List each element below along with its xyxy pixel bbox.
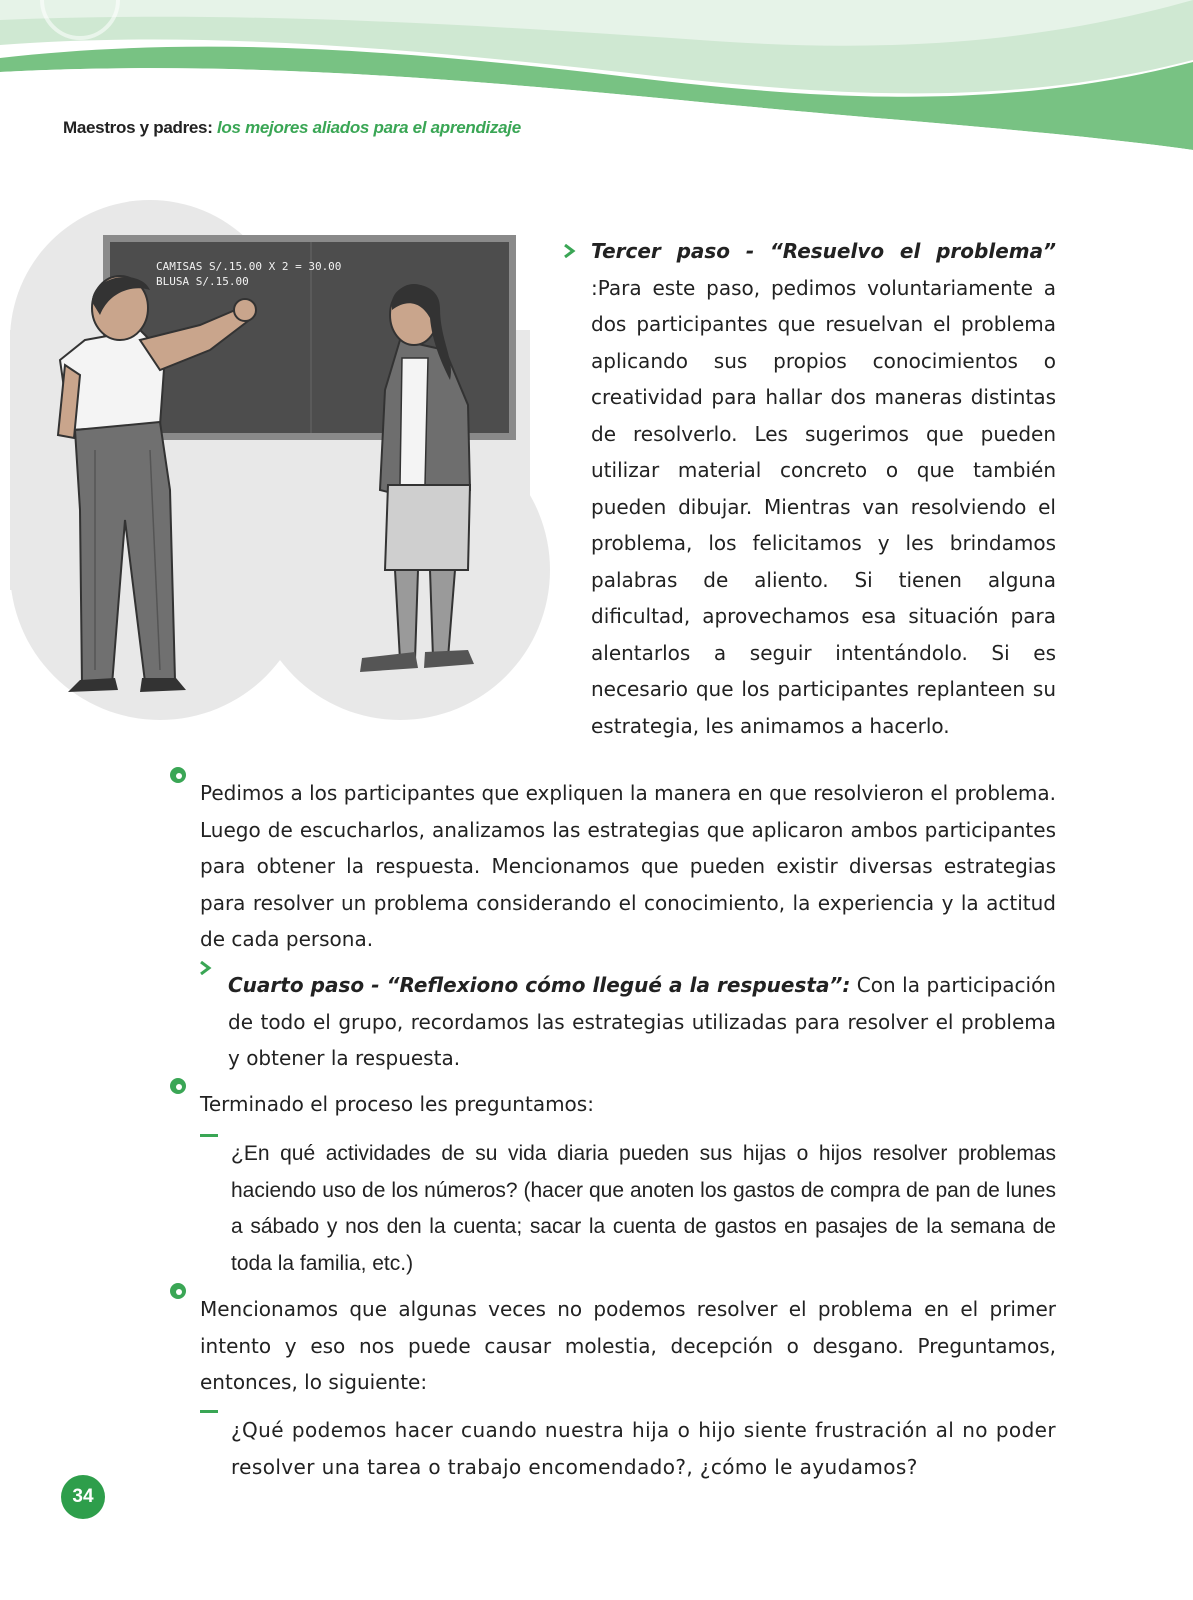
board-text-line2: BLUSA S/.15.00	[156, 275, 249, 288]
question1-paragraph: ¿En qué actividades de su vida diaria pueden sus hijas o hijos resolver problemas haciendo uso de los números? (hacer que anoten los gastos de compra de pan de lunes a sábado y nos den la cuenta; sacar la cuenta de gastos en pasajes de la semana de toda la familia, etc.)	[231, 1142, 1056, 1275]
dash-icon	[200, 1134, 218, 1137]
step3-text: :Para este paso, pedimos voluntariamente a dos participantes que resuelvan el problema aplicando sus propios conocimientos o creatividad para hallar dos maneras distintas de resolverlo. Les sugerimos que pueden utilizar material concreto o que también pueden dibujar. Mientras van resolviendo el problema, los felicitamos y les brindamos palabras de aliento. Si tienen alguna dificultad, aprovechamos esa situación para alentarlos a seguir intentándolo. Si es necesario que los participantes replanteen su estrategia, les animamos a hacerlo.	[591, 275, 1056, 738]
bullet2-paragraph: Terminado el proceso les preguntamos:	[200, 1092, 594, 1116]
classroom-illustration	[0, 190, 560, 740]
chevron-right-icon	[198, 961, 212, 975]
header-accent-text: los mejores aliados para el aprendizaje	[217, 118, 521, 137]
header-prefix: Maestros y padres:	[63, 118, 213, 137]
running-header	[63, 118, 521, 138]
dash-icon	[200, 1410, 218, 1413]
bullet-icon	[170, 1078, 186, 1094]
bullet-icon	[170, 1283, 186, 1299]
page-number-badge: 34	[61, 1475, 105, 1519]
bullet1-paragraph: Pedimos a los participantes que expliquen la manera en que resolvieron el problema. Luego de escucharlos, analizamos las estrategias que aplicaron ambos participantes para obtener la respuesta. Mencionamos que pueden existir diversas estrategias para resolver un problema considerando el conocimiento, la experiencia y la actitud de cada persona.	[200, 781, 1056, 951]
step4-paragraph	[228, 967, 1056, 1077]
step4-title: Cuarto paso - “Reflexiono cómo llegué a la respuesta”:	[228, 973, 851, 997]
bullet-icon	[170, 767, 186, 783]
step3-title: Tercer paso - “Resuelvo el problema”	[591, 239, 1056, 263]
bullet3-paragraph: Mencionamos que algunas veces no podemos resolver el problema en el primer intento y eso nos puede causar molestia, decepción o desgano. Preguntamos, entonces, lo siguiente:	[200, 1297, 1056, 1394]
question2-paragraph: ¿Qué podemos hacer cuando nuestra hija o hijo siente frustración al no poder resolver una tarea o trabajo encomendado?, ¿cómo le ayudamos?	[231, 1418, 1056, 1479]
chevron-right-icon	[562, 244, 576, 258]
board-text-line1: CAMISAS S/.15.00 X 2 = 30.00	[156, 260, 342, 273]
step4-text: Con la participación de todo el grupo, recordamos las estrategias utilizadas para resolver el problema y obtener la respuesta.	[228, 973, 1056, 1070]
step3-paragraph	[591, 233, 1056, 744]
